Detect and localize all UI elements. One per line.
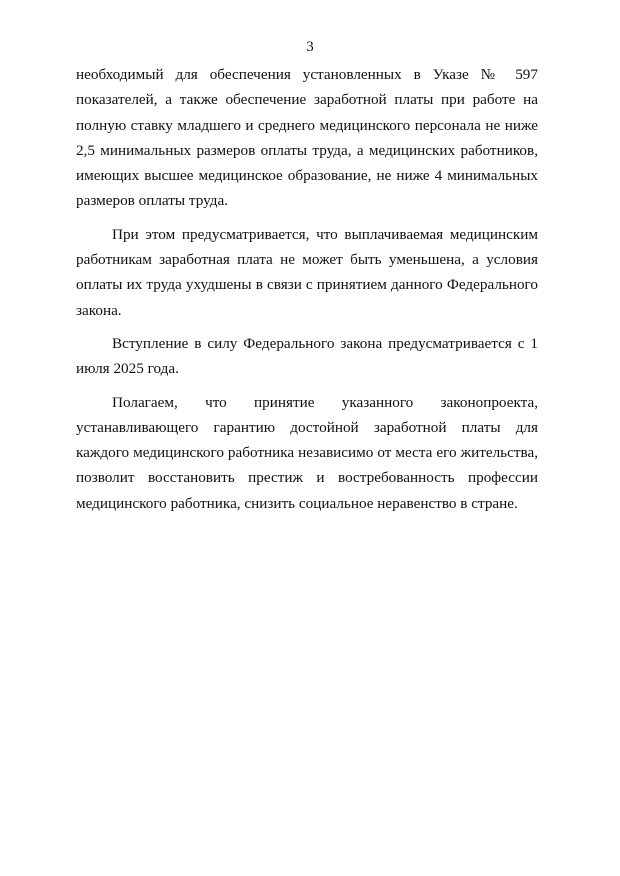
paragraph-effective-date: Вступление в силу Федерального закона предусматривается с 1 июля 2025 года. xyxy=(76,334,538,378)
document-body xyxy=(76,62,538,524)
paragraph-conclusion: Полагаем, что принятие указанного законопроекта, устанавливающего гарантию достойной заработной платы для каждого медицинского работника независимо от места его жительства, позволит восстановить престиж и востребованность профессии медицинского работника, снизить социальное неравенство в стране. xyxy=(76,393,538,512)
paragraph-salary-guarantee: При этом предусматривается, что выплачиваемая медицинским работникам заработная плата не может быть уменьшена, а условия оплаты их труда ухудшены в связи с принятием данного Федерального закона. xyxy=(76,225,538,319)
paragraph-continuation: необходимый для обеспечения установленных в Указе № 597 показателей, а также обеспечение заработной платы при работе на полную ставку младшего и среднего медицинского персонала не ниже 2,5 минимальных размеров оплаты труда, а медицинских работников, имеющих высшее медицинское образование, не ниже 4 минимальных размеров оплаты труда. xyxy=(76,66,538,210)
page-number: 3 xyxy=(306,39,314,55)
